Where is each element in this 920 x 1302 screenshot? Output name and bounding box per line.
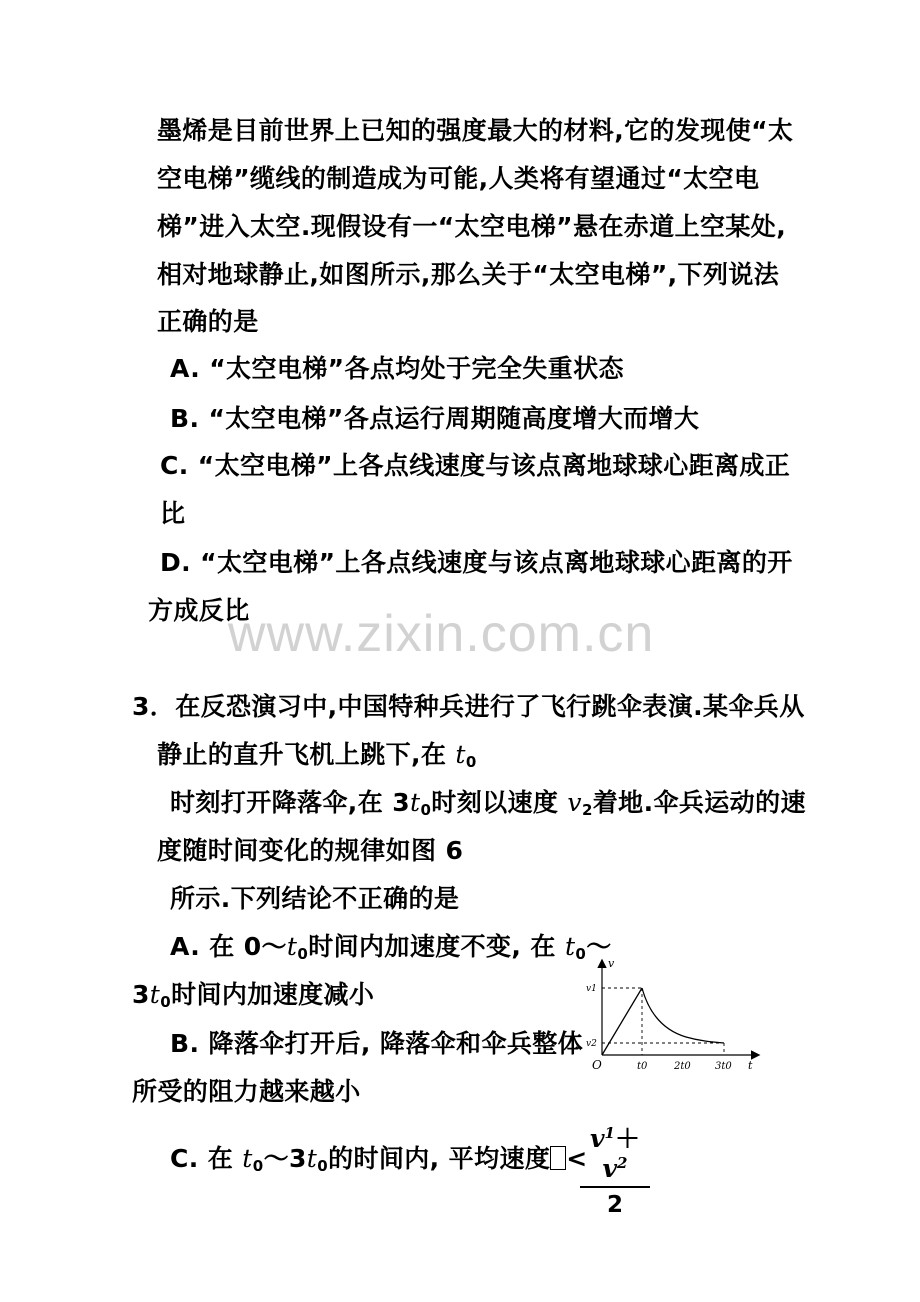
- accel-segment: [602, 988, 642, 1055]
- 3t0-tick-label: 3t0: [715, 1061, 732, 1072]
- q3-option-a-line-2: $3t_0$时间内加速度减小: [132, 980, 375, 1011]
- fraction-bar: [580, 1186, 650, 1188]
- watermark: www.zixin.com.cn: [228, 605, 655, 663]
- v-axis-label: v: [608, 957, 615, 970]
- q2-stem-line-5: 正确的是: [157, 307, 259, 336]
- q3-option-a-line-1: A. 在 $0\sim t_0$时间内加速度不变, 在 $t_0\sim$: [170, 932, 612, 963]
- velocity-time-graph: [582, 955, 762, 1073]
- q3-option-c-fraction: [580, 1124, 650, 1218]
- mean-velocity-placeholder-box: [550, 1146, 566, 1170]
- q2-option-d-line-1: D. “太空电梯”上各点线速度与该点离地球球心距离的开: [160, 548, 793, 577]
- q3-option-c: C. 在 $t_0\sim 3t_0$的时间内, 平均速度 <: [170, 1144, 588, 1175]
- origin-label: O: [592, 1058, 602, 1072]
- fraction-numerator: $v^1+v^2$: [590, 1124, 640, 1183]
- v2-label: v2: [586, 1039, 597, 1049]
- q2-option-b: B. “太空电梯”各点运行周期随高度增大而增大: [170, 404, 700, 433]
- t0-tick-label: t0: [637, 1061, 648, 1072]
- t-axis-label: t: [748, 1059, 753, 1072]
- q2-stem-line-3: 梯”进入太空.现假设有一“太空电梯”悬在赤道上空某处,: [157, 212, 787, 241]
- q3-line-3: 时刻打开降落伞,在 $3t_0$时刻以速度 $v_2$着地.伞兵运动的速: [170, 788, 806, 819]
- q2-option-d-line-2: 方成反比: [148, 596, 250, 625]
- v1-label: v1: [586, 984, 597, 994]
- q3-line-2: 静止的直升飞机上跳下,在 $t_0$: [157, 740, 477, 771]
- q3-option-b-line-1: B. 降落伞打开后, 降落伞和伞兵整体: [170, 1029, 584, 1058]
- q3-line-1: 3．在反恐演习中,中国特种兵进行了飞行跳伞表演.某伞兵从: [132, 692, 805, 721]
- decel-curve: [642, 988, 724, 1043]
- q3-line-4: 度随时间变化的规律如图 6: [157, 836, 464, 865]
- q2-option-a: A. “太空电梯”各点均处于完全失重状态: [170, 354, 624, 383]
- q2-stem-line-4: 相对地球静止,如图所示,那么关于“太空电梯”,下列说法: [157, 260, 780, 289]
- q2-option-c-line-1: C. “太空电梯”上各点线速度与该点离地球球心距离成正: [160, 451, 791, 480]
- 2t0-tick-label: 2t0: [674, 1061, 691, 1072]
- q3-option-b-line-2: 所受的阻力越来越小: [132, 1077, 361, 1106]
- fraction-denominator: 2: [606, 1192, 623, 1218]
- q2-stem-line-1: 墨烯是目前世界上已知的强度最大的材料,它的发现使“太: [157, 116, 794, 145]
- q3-line-5: 所示.下列结论不正确的是: [170, 884, 460, 913]
- q2-option-c-line-2: 比: [160, 499, 186, 528]
- q2-stem-line-2: 空电梯”缆线的制造成为可能,人类将有望通过“太空电: [157, 164, 760, 193]
